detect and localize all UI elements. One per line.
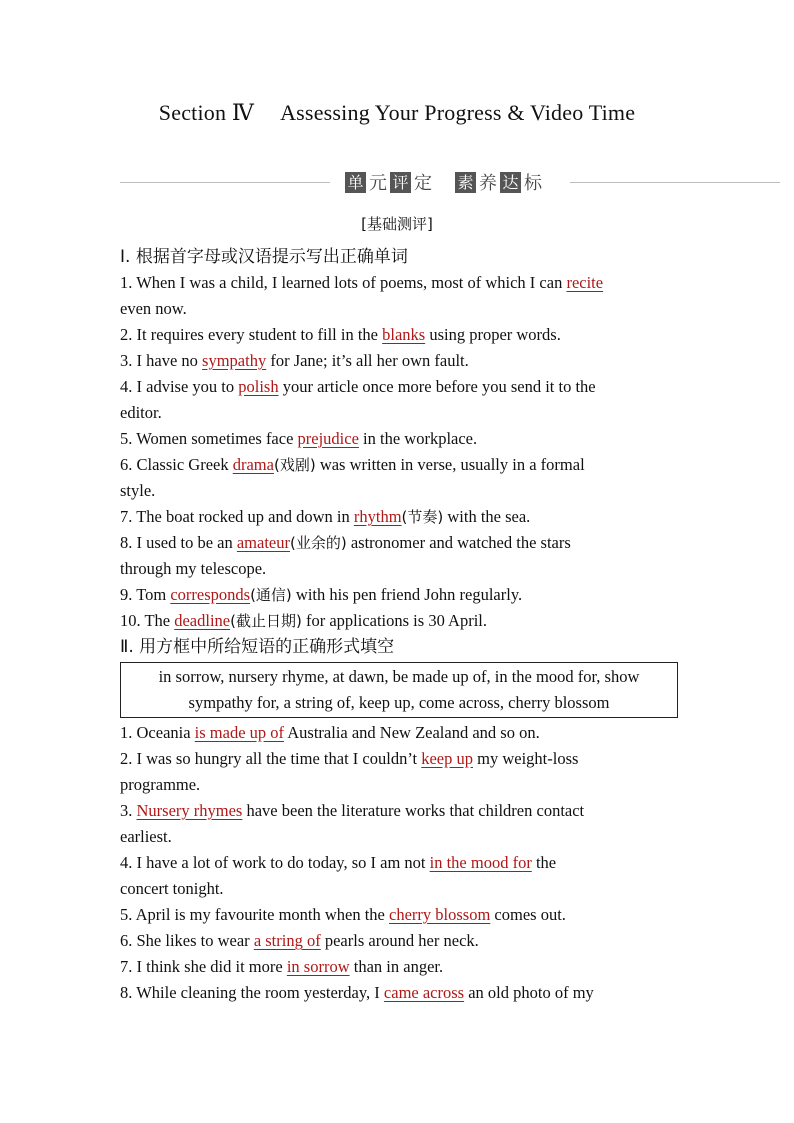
question-text: was written in verse, usually in a formal [315, 455, 585, 474]
banner-char: 养 [479, 173, 497, 194]
answer-text: came across [383, 983, 465, 1002]
question-text: the [531, 853, 557, 872]
question-text: editor. [120, 403, 162, 422]
question-line [120, 954, 674, 980]
question-text: 8. I used to be an [120, 533, 237, 552]
question-line [120, 608, 674, 634]
question-text: 1. Oceania [120, 723, 195, 742]
question-line [120, 582, 674, 608]
question-text: comes out. [490, 905, 566, 924]
question-text: 6. Classic Greek [120, 455, 233, 474]
question-text: than in anger. [349, 957, 444, 976]
question-text: your article once more before you send it to the [278, 377, 596, 396]
exercise-content [120, 244, 674, 1006]
question-text: pearls around her neck. [320, 931, 479, 950]
banner-char: 素 [455, 172, 476, 193]
answer-text: prejudice [297, 429, 359, 448]
question-line [120, 374, 674, 400]
banner-rule-left [120, 182, 330, 183]
question-line [120, 556, 674, 582]
question-text: 2. I was so hungry all the time that I couldn’t [120, 749, 422, 768]
question-text: 9. Tom [120, 585, 171, 604]
question-text: style. [120, 481, 156, 500]
question-line [120, 452, 674, 478]
banner-char: 定 [414, 173, 432, 194]
question-line [120, 504, 674, 530]
question-line [120, 772, 674, 798]
question-text: for Jane; it’s all her own fault. [266, 351, 469, 370]
question-text: using proper words. [425, 325, 561, 344]
question-text: 5. April is my favourite month when the [120, 905, 390, 924]
question-line [120, 270, 674, 296]
question-text: Australia and New Zealand and so on. [284, 723, 540, 742]
answer-text: rhythm [353, 507, 402, 526]
question-text: 3. I have no [120, 351, 203, 370]
question-line [120, 322, 674, 348]
answer-text: amateur [236, 533, 290, 552]
question-text: have been the literature works that children contact [242, 801, 585, 820]
question-text: 7. I think she did it more [120, 957, 287, 976]
question-line [120, 824, 674, 850]
part2-heading: Ⅱ. 用方框中所给短语的正确形式填空 [120, 637, 395, 657]
answer-text: polish [238, 377, 279, 396]
banner-char: 单 [345, 172, 366, 193]
answer-text: recite [566, 273, 604, 292]
question-line [120, 720, 674, 746]
phrase-box-line: sympathy for, a string of, keep up, come across, cherry blossom [188, 693, 610, 712]
question-text: through my telescope. [120, 559, 267, 578]
question-text: my weight-loss [473, 749, 579, 768]
question-text: 2. It requires every student to fill in the [120, 325, 383, 344]
answer-text: cherry blossom [389, 905, 491, 924]
question-text: 6. She likes to wear [120, 931, 254, 950]
question-text: 10. The [120, 611, 175, 630]
question-text: in the workplace. [358, 429, 478, 448]
section-number: Section Ⅳ [158, 100, 255, 125]
banner-char: 标 [524, 173, 542, 194]
banner-label [344, 170, 544, 194]
answer-text: in the mood for [429, 853, 532, 872]
question-text: earliest. [120, 827, 172, 846]
section-title: Assessing Your Progress & Video Time [280, 100, 636, 125]
question-line [120, 478, 674, 504]
answer-text: in sorrow [286, 957, 350, 976]
question-text: 8. While cleaning the room yesterday, I [120, 983, 384, 1002]
question-text: 3. [120, 801, 137, 820]
answer-text: sympathy [202, 351, 267, 370]
question-text: with his pen friend John regularly. [291, 585, 523, 604]
question-text: even now. [120, 299, 187, 318]
banner-rule-right [570, 182, 780, 183]
answer-text: is made up of [194, 723, 285, 742]
question-line [120, 746, 674, 772]
question-line [120, 928, 674, 954]
part1-heading: Ⅰ. 根据首字母或汉语提示写出正确单词 [120, 247, 408, 267]
banner-char: 元 [369, 173, 387, 194]
question-line [120, 400, 674, 426]
chinese-hint: (业余的) [290, 534, 347, 552]
question-line [120, 876, 674, 902]
phrase-box [120, 662, 678, 718]
question-line [120, 296, 674, 322]
answer-text: drama [232, 455, 274, 474]
question-line [120, 426, 674, 452]
question-text: for applications is 30 April. [301, 611, 487, 630]
phrase-box-line: in sorrow, nursery rhyme, at dawn, be made up of, in the mood for, show [158, 667, 640, 686]
question-text: astronomer and watched the stars [346, 533, 571, 552]
question-text: with the sea. [443, 507, 531, 526]
answer-text: blanks [382, 325, 426, 344]
question-text: 4. I have a lot of work to do today, so I am not [120, 853, 430, 872]
answer-text: deadline [174, 611, 231, 630]
subheading: [基础测评] [361, 215, 433, 233]
chinese-hint: (通信) [250, 586, 292, 604]
question-line [120, 850, 674, 876]
question-text: programme. [120, 775, 201, 794]
question-text: 4. I advise you to [120, 377, 239, 396]
page-title [0, 100, 794, 126]
answer-text: Nursery rhymes [136, 801, 243, 820]
question-text: 7. The boat rocked up and down in [120, 507, 354, 526]
answer-text: a string of [253, 931, 321, 950]
banner-char: 达 [500, 172, 521, 193]
question-line [120, 902, 674, 928]
chinese-hint: (节奏) [401, 508, 444, 526]
question-line [120, 980, 674, 1006]
question-text: 1. When I was a child, I learned lots of poems, most of which I can [120, 273, 567, 292]
question-text: 5. Women sometimes face [120, 429, 298, 448]
question-text: concert tonight. [120, 879, 224, 898]
chinese-hint: (截止日期) [230, 612, 302, 630]
unit-banner [120, 170, 780, 194]
answer-text: corresponds [170, 585, 251, 604]
chinese-hint: (戏剧) [273, 456, 316, 474]
banner-char: 评 [390, 172, 411, 193]
question-line [120, 530, 674, 556]
question-line [120, 798, 674, 824]
question-line [120, 348, 674, 374]
question-text: an old photo of my [464, 983, 594, 1002]
answer-text: keep up [421, 749, 474, 768]
